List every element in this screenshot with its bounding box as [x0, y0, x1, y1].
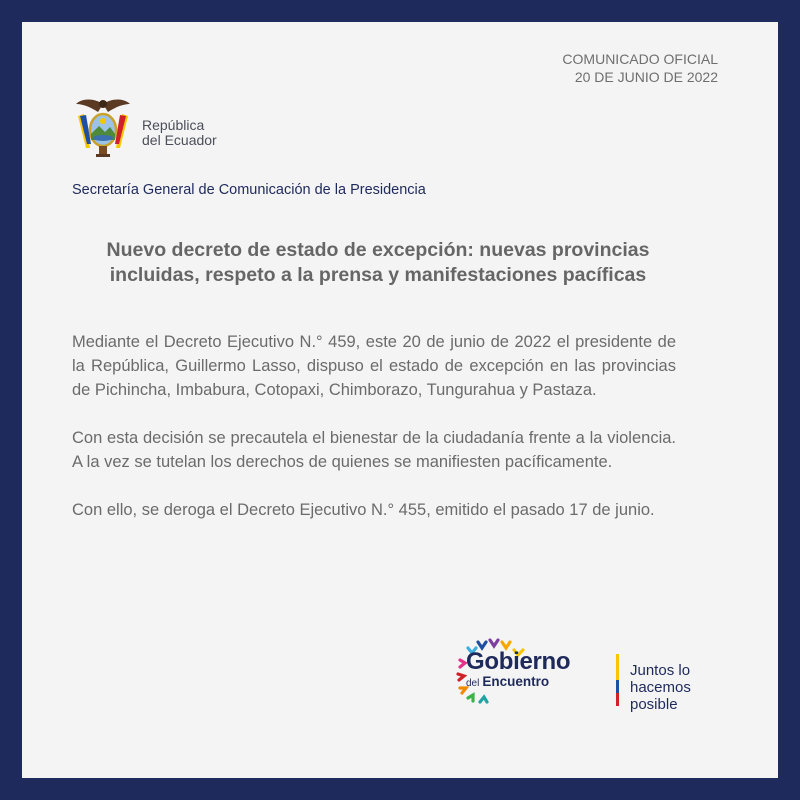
- republic-logo-text: [142, 118, 217, 148]
- page-title: Nuevo decreto de estado de excepción: nuevas provincias incluidas, respeto a la prensa y manifestaciones pacíficas: [106, 239, 650, 286]
- gobierno-subtitle: [466, 674, 549, 689]
- flag-divider: [616, 654, 619, 706]
- body-paragraph-1: Mediante el Decreto Ejecutivo N.° 459, este 20 de junio de 2022 el presidente de la República, Guillermo Lasso, dispuso el estado de excepción en las provincias de Pichincha, Imbabura, Cotopaxi, Chimborazo, Tungurahua y Pastaza.: [72, 333, 676, 399]
- republic-logo-line1: República: [142, 117, 205, 133]
- gobierno-subtitle-del: del: [466, 678, 480, 689]
- gobierno-subtitle-encuentro: Encuentro: [482, 674, 550, 689]
- gobierno-tagline-line2: hacemos posible: [630, 679, 691, 713]
- communique-label: COMUNICADO OFICIAL: [562, 51, 718, 67]
- republic-logo: [72, 94, 232, 162]
- communique-body: [72, 330, 676, 546]
- ecuador-coat-of-arms-icon: [72, 94, 134, 162]
- gobierno-tagline: [630, 662, 738, 713]
- communique-date: 20 DE JUNIO DE 2022: [574, 69, 718, 85]
- body-paragraph-3: Con ello, se deroga el Decreto Ejecutivo N.° 455, emitido el pasado 17 de junio.: [72, 501, 655, 519]
- body-paragraph-2: Con esta decisión se precautela el bienestar de la ciudadanía frente a la violencia. A la vez se tutelan los derechos de quienes se manifiesten pacíficamente.: [72, 429, 676, 471]
- issuing-office: Secretaría General de Comunicación de la Presidencia: [72, 182, 426, 198]
- gobierno-tagline-line1: Juntos lo: [630, 662, 691, 679]
- gobierno-logo: [438, 620, 738, 713]
- republic-logo-line2: del Ecuador: [142, 132, 217, 148]
- communique-header: [562, 50, 718, 86]
- gobierno-wordmark: Gobierno: [466, 648, 571, 675]
